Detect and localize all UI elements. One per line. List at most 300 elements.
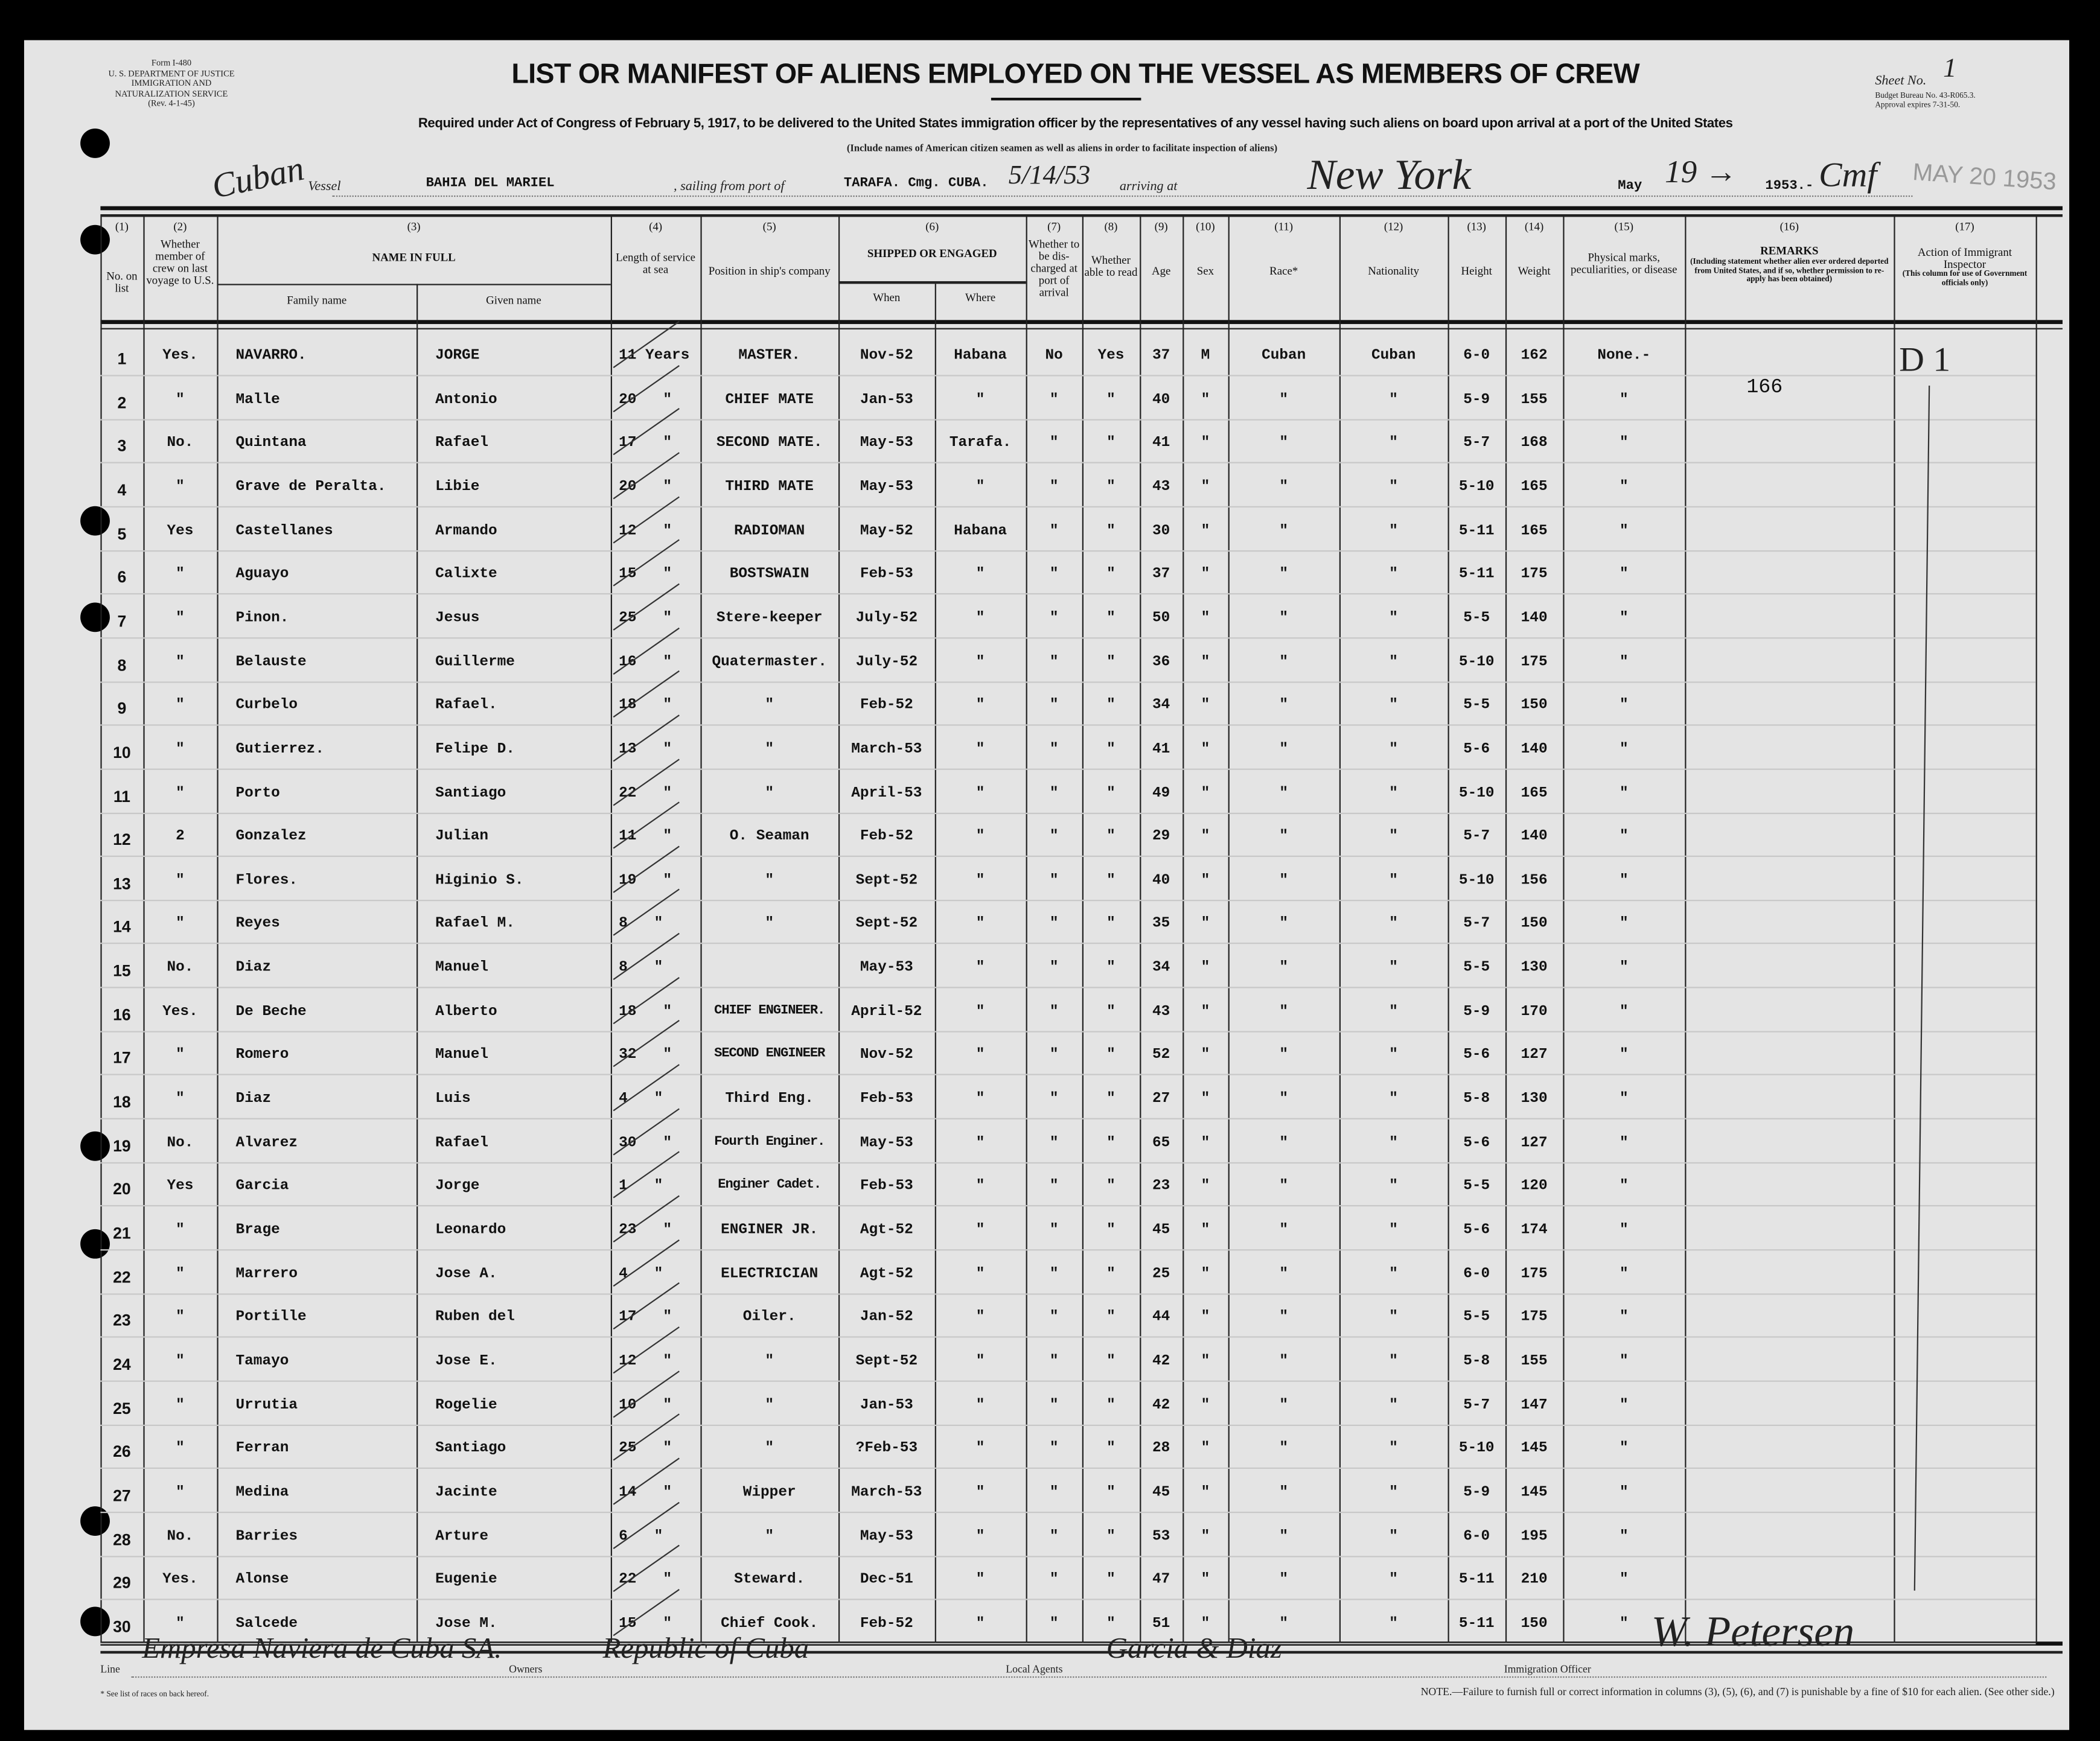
row-number: 27 bbox=[113, 1486, 131, 1505]
shipped-where: " bbox=[975, 1266, 985, 1282]
length-of-service: 8 " bbox=[619, 916, 663, 933]
table-row bbox=[24, 523, 2069, 542]
row-number: 3 bbox=[117, 436, 127, 456]
height: 5-6 bbox=[1463, 1047, 1490, 1064]
height: 5-10 bbox=[1458, 1440, 1495, 1457]
race: " bbox=[1279, 1091, 1289, 1108]
row-rule bbox=[100, 419, 2035, 420]
to-be-discharged: " bbox=[1049, 1440, 1059, 1457]
family-name: Pinon. bbox=[235, 610, 289, 627]
age: 43 bbox=[1152, 1004, 1170, 1020]
table-row bbox=[24, 1310, 2069, 1329]
height: 5-5 bbox=[1463, 960, 1490, 976]
weight: 156 bbox=[1521, 873, 1548, 889]
able-to-read: " bbox=[1106, 1135, 1115, 1151]
able-to-read: " bbox=[1106, 1310, 1115, 1326]
table-row bbox=[24, 1441, 2069, 1460]
nationality: " bbox=[1389, 1615, 1398, 1632]
member-last-voyage: " bbox=[176, 1266, 185, 1282]
able-to-read: " bbox=[1106, 916, 1115, 933]
age: 49 bbox=[1152, 785, 1170, 801]
shipped-when: July-52 bbox=[855, 610, 918, 627]
position: Third Eng. bbox=[725, 1091, 814, 1108]
position: Enginer Cadet. bbox=[718, 1179, 822, 1194]
able-to-read: " bbox=[1106, 1528, 1115, 1545]
to-be-discharged: " bbox=[1049, 1047, 1059, 1064]
age: 41 bbox=[1152, 435, 1170, 452]
able-to-read: " bbox=[1106, 1047, 1115, 1064]
length-of-service: 16 " bbox=[619, 654, 672, 670]
given-name: Jose A. bbox=[435, 1266, 497, 1282]
age: 41 bbox=[1152, 741, 1170, 758]
table-row bbox=[24, 698, 2069, 716]
race: " bbox=[1279, 1135, 1289, 1151]
to-be-discharged: " bbox=[1049, 1310, 1059, 1326]
col-header-remarks: REMARKS bbox=[1760, 243, 1819, 258]
family-name: Alvarez bbox=[235, 1135, 298, 1151]
shipped-where: " bbox=[975, 1354, 985, 1370]
col-header-position-number: (5) bbox=[762, 219, 776, 234]
able-to-read: " bbox=[1106, 698, 1115, 715]
race: " bbox=[1279, 567, 1289, 583]
height: 5-9 bbox=[1463, 1004, 1490, 1020]
length-of-service: 18 " bbox=[619, 1004, 672, 1020]
col-header-position: Position in ship's company bbox=[708, 264, 831, 278]
to-be-discharged: " bbox=[1049, 1528, 1059, 1545]
shipped-when: Dec-51 bbox=[860, 1572, 913, 1588]
able-to-read: " bbox=[1106, 1485, 1115, 1501]
given-name: Santiago bbox=[435, 1440, 506, 1457]
race: " bbox=[1279, 1572, 1289, 1588]
given-name: Eugenie bbox=[435, 1572, 497, 1588]
age: 43 bbox=[1152, 479, 1170, 495]
table-row bbox=[24, 1048, 2069, 1066]
able-to-read: " bbox=[1106, 829, 1115, 845]
sex: " bbox=[1201, 1310, 1210, 1326]
col-header-race-number: (11) bbox=[1274, 219, 1294, 234]
weight: 168 bbox=[1521, 435, 1548, 452]
position: BOSTSWAIN bbox=[729, 567, 809, 583]
sex: " bbox=[1201, 1440, 1210, 1457]
member-last-voyage: " bbox=[176, 610, 185, 627]
length-of-service: 10 " bbox=[619, 1397, 672, 1414]
age: 40 bbox=[1152, 873, 1170, 889]
col-header-remarks-number: (16) bbox=[1779, 219, 1799, 234]
member-last-voyage: No. bbox=[167, 435, 194, 452]
able-to-read: " bbox=[1106, 1004, 1115, 1020]
sex: " bbox=[1201, 829, 1210, 845]
name-subheader-rule bbox=[217, 284, 610, 285]
family-name: Castellanes bbox=[235, 523, 333, 539]
given-name: Ruben del bbox=[435, 1310, 515, 1326]
member-last-voyage: No. bbox=[167, 1528, 194, 1545]
weight: 175 bbox=[1521, 567, 1548, 583]
row-number: 11 bbox=[113, 786, 130, 806]
col-header-discharged-number: (7) bbox=[1047, 219, 1061, 234]
length-of-service: 15 " bbox=[619, 1615, 672, 1632]
officer-label: Immigration Officer bbox=[1504, 1663, 1591, 1675]
col-header-action: Action of Immigrant Inspector bbox=[1917, 245, 2012, 271]
length-of-service: 4 " bbox=[619, 1091, 663, 1108]
given-name: JORGE bbox=[435, 348, 480, 364]
family-name: Tamayo bbox=[235, 1354, 289, 1370]
table-top-rule-thin bbox=[100, 214, 2063, 217]
departure-port: TARAFA. Cmg. CUBA. bbox=[843, 176, 989, 192]
nationality: " bbox=[1389, 1047, 1398, 1064]
shipped-when: Feb-52 bbox=[860, 829, 913, 845]
table-row bbox=[24, 436, 2069, 454]
family-name: Reyes bbox=[235, 916, 280, 933]
race: " bbox=[1279, 960, 1289, 976]
row-rule bbox=[100, 1206, 2035, 1207]
position: ELECTRICIAN bbox=[721, 1266, 819, 1282]
given-name: Jesus bbox=[435, 610, 480, 627]
position: THIRD MATE bbox=[725, 479, 814, 495]
age: 47 bbox=[1152, 1572, 1170, 1588]
col-header-no: No. on list bbox=[106, 269, 138, 295]
nationality: " bbox=[1389, 610, 1398, 627]
position: Oiler. bbox=[742, 1310, 796, 1326]
member-last-voyage: " bbox=[176, 1047, 185, 1064]
height: 5-7 bbox=[1463, 916, 1490, 933]
length-of-service: 11 " bbox=[619, 829, 672, 845]
length-of-service: 17 " bbox=[619, 435, 672, 452]
to-be-discharged: " bbox=[1049, 523, 1059, 539]
height: 6-0 bbox=[1463, 1528, 1490, 1545]
able-to-read: " bbox=[1106, 960, 1115, 976]
race: " bbox=[1279, 1615, 1289, 1632]
shipped-when: Feb-53 bbox=[860, 567, 913, 583]
shipped-when: April-53 bbox=[851, 785, 922, 801]
nationality: " bbox=[1389, 829, 1398, 845]
shipped-when: May-53 bbox=[860, 435, 913, 452]
race: " bbox=[1279, 1310, 1289, 1326]
arrival-port: New York bbox=[1307, 150, 1472, 199]
to-be-discharged: " bbox=[1049, 1091, 1059, 1108]
height: 5-11 bbox=[1458, 1572, 1495, 1588]
family-name: Grave de Peralta. bbox=[235, 479, 386, 495]
nationality: " bbox=[1389, 1091, 1398, 1108]
shipped-where: Habana bbox=[954, 523, 1007, 539]
race: " bbox=[1279, 916, 1289, 933]
given-name: Rafael bbox=[435, 435, 488, 452]
shipped-where: " bbox=[975, 829, 985, 845]
vessel-label: Vessel bbox=[308, 179, 341, 194]
shipped-when: Feb-52 bbox=[860, 698, 913, 715]
weight: 150 bbox=[1521, 1615, 1548, 1632]
col-header-read-number: (8) bbox=[1104, 219, 1118, 234]
physical-marks: " bbox=[1619, 698, 1629, 715]
race: " bbox=[1279, 1266, 1289, 1282]
shipped-when: Jan-53 bbox=[860, 392, 913, 408]
age: 29 bbox=[1152, 829, 1170, 845]
able-to-read: " bbox=[1106, 479, 1115, 495]
col-header-sex: Sex bbox=[1196, 264, 1214, 278]
family-name: Brage bbox=[235, 1222, 280, 1239]
age: 53 bbox=[1152, 1528, 1170, 1545]
agents-value: Garcia & Diaz bbox=[1106, 1631, 1282, 1664]
sex: " bbox=[1201, 1135, 1210, 1151]
shipped-when: Feb-53 bbox=[860, 1179, 913, 1195]
shipped-where: Habana bbox=[954, 348, 1007, 364]
shipped-when: Nov-52 bbox=[860, 348, 913, 364]
length-of-service: 25 " bbox=[619, 1440, 672, 1457]
member-last-voyage: Yes. bbox=[162, 1004, 198, 1020]
row-number: 29 bbox=[113, 1573, 131, 1593]
weight: 150 bbox=[1521, 698, 1548, 715]
race: " bbox=[1279, 1528, 1289, 1545]
race: " bbox=[1279, 785, 1289, 801]
given-name: Felipe D. bbox=[435, 741, 515, 758]
sex: " bbox=[1201, 1266, 1210, 1282]
row-rule bbox=[100, 462, 2035, 463]
given-name: Calixte bbox=[435, 567, 497, 583]
row-rule bbox=[100, 1337, 2035, 1338]
family-name: Medina bbox=[235, 1485, 289, 1501]
race: " bbox=[1279, 1047, 1289, 1064]
weight: 175 bbox=[1521, 1310, 1548, 1326]
position: " bbox=[765, 873, 774, 889]
col-header-marks-number: (15) bbox=[1614, 219, 1633, 234]
table-row bbox=[24, 785, 2069, 804]
physical-marks: None.- bbox=[1597, 348, 1651, 364]
nationality: " bbox=[1389, 1572, 1398, 1588]
given-name: Jose E. bbox=[435, 1354, 497, 1370]
col-header-given-name: Given name bbox=[486, 293, 541, 307]
family-name: Garcia bbox=[235, 1179, 289, 1195]
row-number: 17 bbox=[113, 1049, 131, 1068]
arrival-year: 1953.- bbox=[1765, 179, 1814, 194]
sex: " bbox=[1201, 1615, 1210, 1632]
row-rule bbox=[100, 1512, 2035, 1513]
col-header-no-number: (1) bbox=[115, 219, 129, 234]
to-be-discharged: " bbox=[1049, 960, 1059, 976]
nationality: " bbox=[1389, 435, 1398, 452]
race: " bbox=[1279, 435, 1289, 452]
col-header-nationality-number: (12) bbox=[1384, 219, 1403, 234]
height: 5-5 bbox=[1463, 698, 1490, 715]
col-header-weight-number: (14) bbox=[1524, 219, 1544, 234]
shipped-where: " bbox=[975, 1615, 985, 1632]
given-name: Rafael bbox=[435, 1135, 488, 1151]
table-row bbox=[24, 1135, 2069, 1154]
approval: Approval expires 7-31-50. bbox=[1875, 101, 1961, 110]
nationality: " bbox=[1389, 1266, 1398, 1282]
length-of-service: 1 " bbox=[619, 1179, 663, 1195]
header-bottom-rule bbox=[100, 320, 2063, 324]
able-to-read: " bbox=[1106, 1354, 1115, 1370]
physical-marks: " bbox=[1619, 1354, 1629, 1370]
height: 5-5 bbox=[1463, 610, 1490, 627]
row-number: 24 bbox=[113, 1355, 131, 1374]
height: 5-10 bbox=[1458, 785, 1495, 801]
sex: " bbox=[1201, 1485, 1210, 1501]
given-name: Higinio S. bbox=[435, 873, 524, 889]
physical-marks: " bbox=[1619, 1485, 1629, 1501]
race: " bbox=[1279, 1485, 1289, 1501]
family-name: Malle bbox=[235, 392, 280, 408]
row-rule bbox=[100, 943, 2035, 944]
col-header-action-number: (17) bbox=[1955, 219, 1974, 234]
length-of-service: 11 Years bbox=[619, 348, 690, 364]
shipped-when: May-52 bbox=[860, 523, 913, 539]
weight: 170 bbox=[1521, 1004, 1548, 1020]
table-row bbox=[24, 479, 2069, 498]
shipped-when: May-53 bbox=[860, 1528, 913, 1545]
member-last-voyage: " bbox=[176, 654, 185, 670]
table-row bbox=[24, 1179, 2069, 1197]
weight: 145 bbox=[1521, 1440, 1548, 1457]
family-name: Salcede bbox=[235, 1615, 298, 1632]
family-name: Marrero bbox=[235, 1266, 298, 1282]
shipped-where: " bbox=[975, 1310, 985, 1326]
table-row bbox=[24, 1572, 2069, 1591]
given-name: Antonio bbox=[435, 392, 497, 408]
sex: M bbox=[1201, 348, 1210, 364]
race: " bbox=[1279, 873, 1289, 889]
physical-marks: " bbox=[1619, 610, 1629, 627]
to-be-discharged: " bbox=[1049, 741, 1059, 758]
height: 6-0 bbox=[1463, 1266, 1490, 1282]
row-rule bbox=[100, 593, 2035, 594]
shipped-when: May-53 bbox=[860, 479, 913, 495]
position: O. Seaman bbox=[729, 829, 809, 845]
col-header-name: NAME IN FULL bbox=[372, 250, 456, 264]
shipped-when: Feb-52 bbox=[860, 1615, 913, 1632]
shipped-when: Jan-52 bbox=[860, 1310, 913, 1326]
to-be-discharged: " bbox=[1049, 785, 1059, 801]
shipped-where: " bbox=[975, 1440, 985, 1457]
penalty-note: NOTE.—Failure to furnish full or correct information in columns (3), (5), (6), and (7) is punishable by a fine of $10 for each alien. (See other side.) bbox=[1420, 1685, 2055, 1698]
nationality: " bbox=[1389, 392, 1398, 408]
member-last-voyage: " bbox=[176, 1440, 185, 1457]
physical-marks: " bbox=[1619, 1440, 1629, 1457]
table-row bbox=[24, 1091, 2069, 1110]
row-number: 5 bbox=[117, 524, 127, 543]
to-be-discharged: " bbox=[1049, 1004, 1059, 1020]
family-name: Diaz bbox=[235, 1091, 272, 1108]
row-rule bbox=[100, 375, 2035, 376]
weight: 147 bbox=[1521, 1397, 1548, 1414]
length-of-service: 30 " bbox=[619, 1135, 672, 1151]
physical-marks: " bbox=[1619, 435, 1629, 452]
member-last-voyage: No. bbox=[167, 960, 194, 976]
table-row bbox=[24, 1485, 2069, 1503]
shipped-when: Agt-52 bbox=[860, 1266, 913, 1282]
shipped-when: Feb-53 bbox=[860, 1091, 913, 1108]
weight: 195 bbox=[1521, 1528, 1548, 1545]
row-number: 10 bbox=[113, 743, 131, 762]
given-name: Rafael. bbox=[435, 698, 497, 715]
family-name: Curbelo bbox=[235, 698, 298, 715]
weight: 130 bbox=[1521, 960, 1548, 976]
nationality: " bbox=[1389, 1222, 1398, 1239]
age: 23 bbox=[1152, 1179, 1170, 1195]
able-to-read: " bbox=[1106, 1179, 1115, 1195]
table-row bbox=[24, 960, 2069, 979]
weight: 210 bbox=[1521, 1572, 1548, 1588]
shipped-when: May-53 bbox=[860, 1135, 913, 1151]
sex: " bbox=[1201, 654, 1210, 670]
position: " bbox=[765, 1440, 774, 1457]
weight: 127 bbox=[1521, 1135, 1548, 1151]
length-of-service: 25 " bbox=[619, 610, 672, 627]
row-number: 22 bbox=[113, 1267, 131, 1287]
shipped-when: Nov-52 bbox=[860, 1047, 913, 1064]
length-of-service: 6 " bbox=[619, 1528, 663, 1545]
position: SECOND MATE. bbox=[716, 435, 823, 452]
vessel-name: BAHIA DEL MARIEL bbox=[426, 176, 555, 192]
physical-marks: " bbox=[1619, 741, 1629, 758]
nationality: " bbox=[1389, 741, 1398, 758]
to-be-discharged: " bbox=[1049, 479, 1059, 495]
department: U. S. DEPARTMENT OF JUSTICE bbox=[108, 69, 235, 78]
height: 5-6 bbox=[1463, 1222, 1490, 1239]
given-name: Julian bbox=[435, 829, 488, 845]
nationality: " bbox=[1389, 960, 1398, 976]
able-to-read: " bbox=[1106, 785, 1115, 801]
shipped-where: " bbox=[975, 698, 985, 715]
given-name: Manuel bbox=[435, 960, 488, 976]
weight: 155 bbox=[1521, 392, 1548, 408]
shipped-where: " bbox=[975, 785, 985, 801]
physical-marks: " bbox=[1619, 1222, 1629, 1239]
row-rule bbox=[100, 637, 2035, 638]
col-header-read: Whether able to read bbox=[1084, 253, 1138, 279]
row-number: 26 bbox=[113, 1442, 131, 1462]
nationality: " bbox=[1389, 567, 1398, 583]
weight: 162 bbox=[1521, 348, 1548, 364]
position: " bbox=[765, 741, 774, 758]
age: 40 bbox=[1152, 392, 1170, 408]
budget-bureau: Budget Bureau No. 43-R065.3. bbox=[1875, 92, 1976, 101]
member-last-voyage: " bbox=[176, 785, 185, 801]
row-number: 9 bbox=[117, 699, 127, 718]
weight: 150 bbox=[1521, 916, 1548, 933]
position: Chief Cook. bbox=[721, 1615, 819, 1632]
sex: " bbox=[1201, 1047, 1210, 1064]
shipped-where: " bbox=[975, 1004, 985, 1020]
table-row bbox=[24, 1398, 2069, 1416]
nationality: " bbox=[1389, 916, 1398, 933]
member-last-voyage: No. bbox=[167, 1135, 194, 1151]
age: 30 bbox=[1152, 523, 1170, 539]
row-number: 8 bbox=[117, 655, 127, 675]
shipped-where: " bbox=[975, 1485, 985, 1501]
sex: " bbox=[1201, 1354, 1210, 1370]
length-of-service: 14 " bbox=[619, 1485, 672, 1501]
to-be-discharged: " bbox=[1049, 1572, 1059, 1588]
sheet-label: Sheet No. bbox=[1875, 74, 1927, 89]
age: 37 bbox=[1152, 567, 1170, 583]
physical-marks: " bbox=[1619, 1179, 1629, 1195]
shipped-when: July-52 bbox=[855, 654, 918, 670]
sheet-number: 1 bbox=[1943, 53, 1957, 83]
weight: 165 bbox=[1521, 479, 1548, 495]
row-number: 18 bbox=[113, 1092, 131, 1112]
family-name: Alonse bbox=[235, 1572, 289, 1588]
row-rule bbox=[100, 768, 2035, 769]
length-of-service: 32 " bbox=[619, 1047, 672, 1064]
races-note: * See list of races on back hereof. bbox=[100, 1691, 209, 1699]
table-row bbox=[24, 1529, 2069, 1547]
position: SECOND ENGINEER bbox=[714, 1047, 825, 1063]
given-name: Rafael M. bbox=[435, 916, 515, 933]
length-of-service: 13 " bbox=[619, 741, 672, 758]
row-number: 15 bbox=[113, 961, 131, 981]
line-label: Line bbox=[100, 1663, 120, 1675]
shipped-where: Tarafa. bbox=[949, 435, 1012, 452]
